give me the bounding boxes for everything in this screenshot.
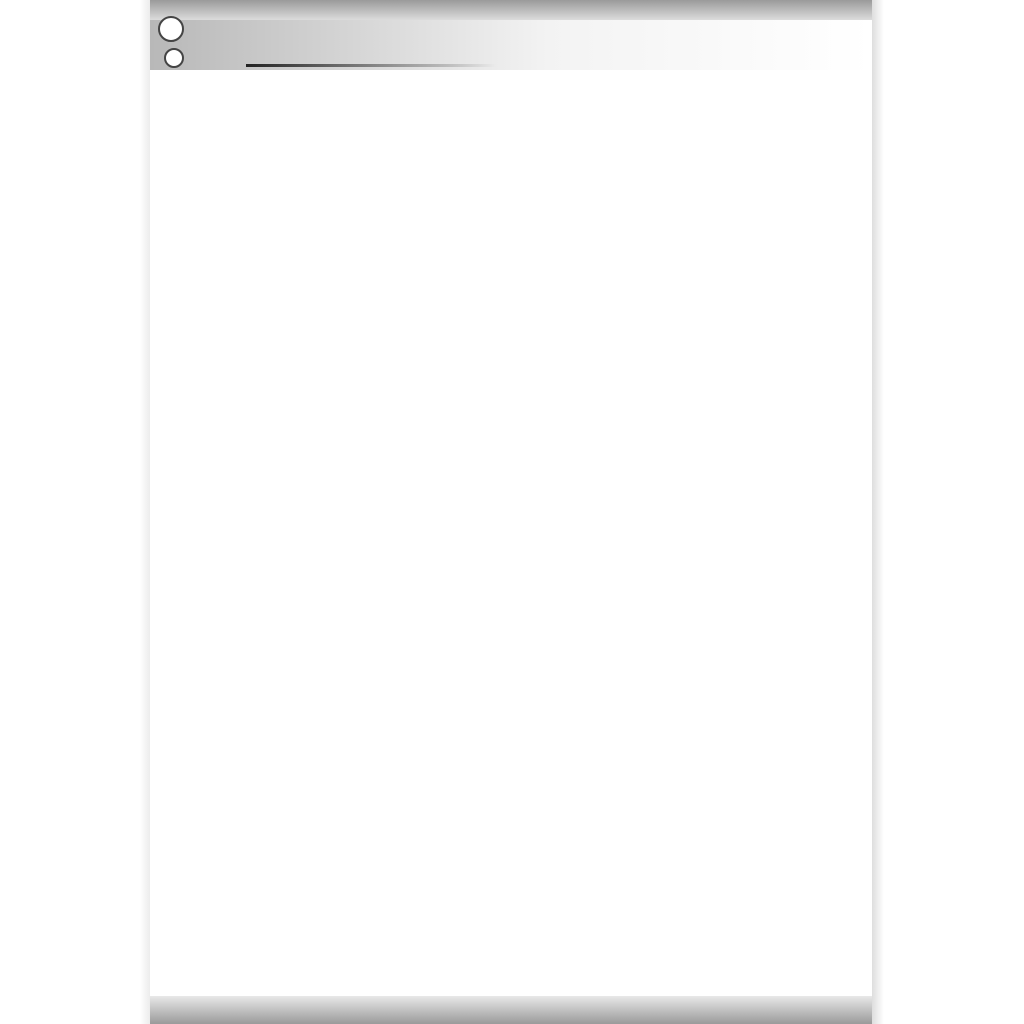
- page-edge-right: [870, 0, 884, 1024]
- book-page: [150, 0, 872, 1024]
- header-circle-badge: [158, 16, 184, 42]
- chart-svg: [368, 442, 668, 572]
- top-shadow-band: [150, 0, 872, 20]
- species-count-chart: [368, 442, 668, 572]
- header-underline: [246, 64, 496, 67]
- page-header: [150, 20, 872, 70]
- bottom-shadow-band: [150, 996, 872, 1024]
- header-circle-ring: [164, 48, 184, 68]
